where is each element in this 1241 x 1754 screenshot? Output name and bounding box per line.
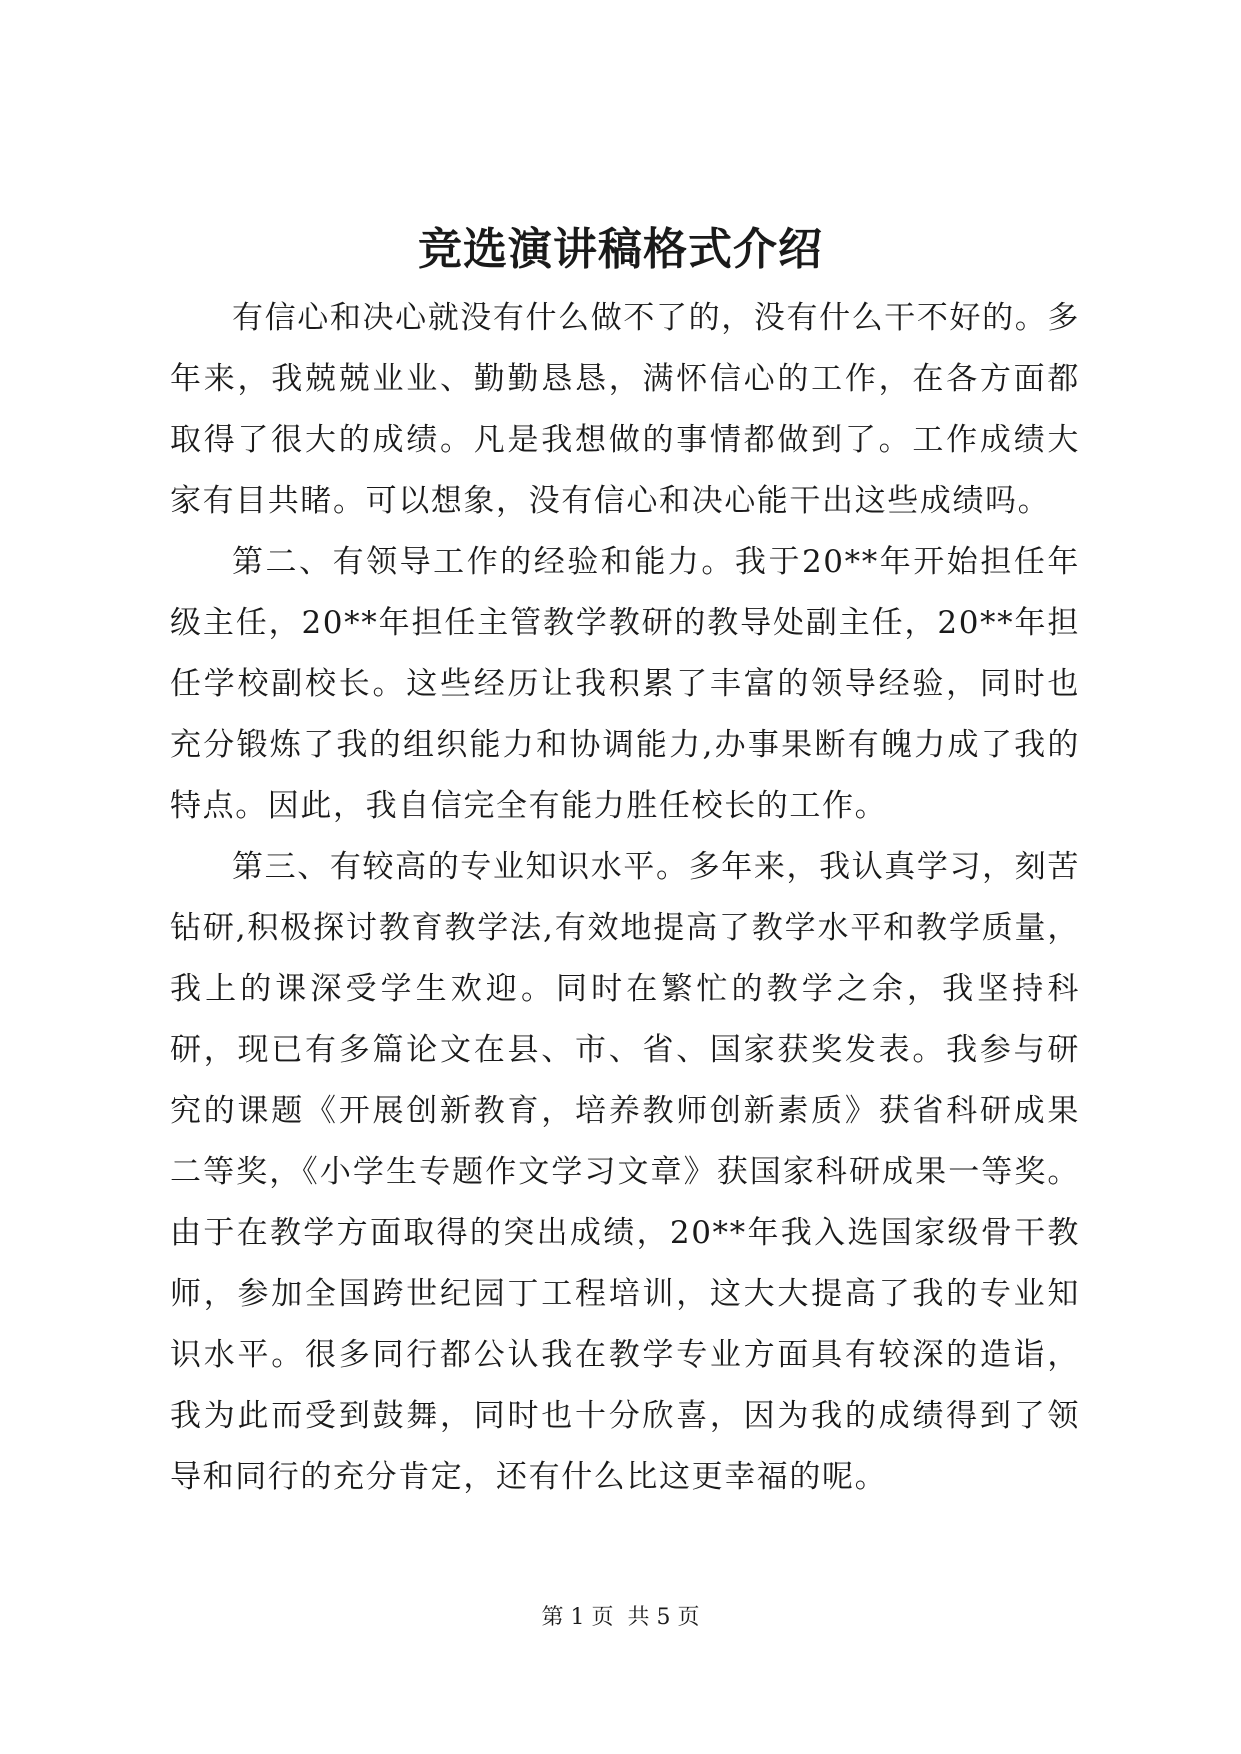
total-pages: 共 5 页 [627, 1605, 700, 1630]
paragraph-2: 第二、有领导工作的经验和能力。我于20**年开始担任年级主任，20**年担任主管教学教研的教导处副主任，20**年担任学校副校长。这些经历让我积累了丰富的领导经验，同时也充分锻炼了我的组织能力和协调能力,办事果断有魄力成了我的特点。因此，我自信完全有能力胜任校长的工作。 [170, 544, 1080, 824]
paragraph-1: 有信心和决心就没有什么做不了的，没有什么干不好的。多年来，我兢兢业业、勤勤恳恳，满怀信心的工作，在各方面都取得了很大的成绩。凡是我想做的事情都做到了。工作成绩大家有目共睹。可以想象，没有信心和决心能干出这些成绩吗。 [170, 300, 1080, 519]
document-body [170, 288, 1080, 1508]
paragraph-3: 第三、有较高的专业知识水平。多年来，我认真学习，刻苦钻研,积极探讨教育教学法,有效地提高了教学水平和教学质量，我上的课深受学生欢迎。同时在繁忙的教学之余，我坚持科研，现已有多篇论文在县、市、省、国家获奖发表。我参与研究的课题《开展创新教育，培养教师创新素质》获省科研成果二等奖，《小学生专题作文学习文章》获国家科研成果一等奖。由于在教学方面取得的突出成绩，20**年我入选国家级骨干教师，参加全国跨世纪园丁工程培训，这大大提高了我的专业知识水平。很多同行都公认我在教学专业方面具有较深的造诣，我为此而受到鼓舞，同时也十分欣喜，因为我的成绩得到了领导和同行的充分肯定，还有什么比这更幸福的呢。 [170, 849, 1080, 1495]
page-footer [0, 1603, 1241, 1633]
page-number: 第 1 页 [541, 1605, 614, 1630]
page-title: 竞选演讲稿格式介绍 [418, 224, 823, 275]
